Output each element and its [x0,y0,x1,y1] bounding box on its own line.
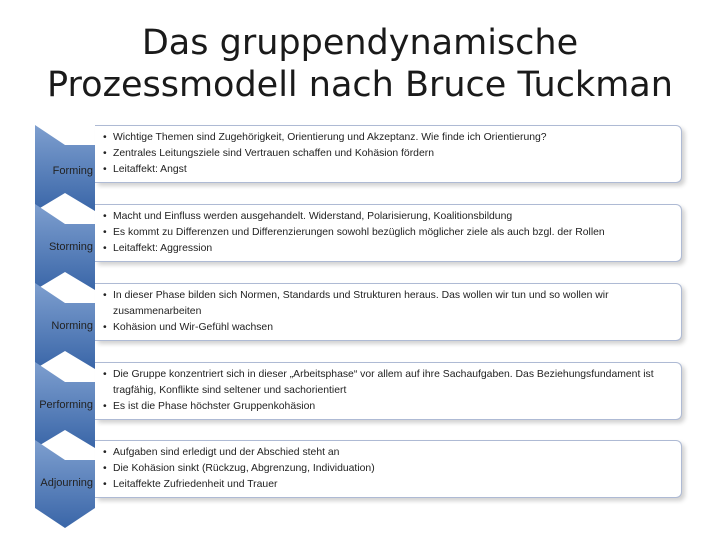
bullet-item: • In dieser Phase bilden sich Normen, Standards und Strukturen heraus. Das wollen wir tun und so wollen wir zusammenarbeiten [103,288,677,320]
bullet-item: • Macht und Einfluss werden ausgehandelt. Widerstand, Polarisierung, Koalitionsbildung [103,209,677,225]
stage-description-box [95,440,682,498]
bullet-item: • Leitaffekt: Angst [103,162,677,178]
bullet-item: • Die Gruppe konzentriert sich in dieser „Arbeitsphase“ vor allem auf ihre Sachaufgaben. Das Beziehungsfundament ist tragfähig, Konflikte sind seltener und sachorientiert [103,367,677,399]
bullet-item: • Leitaffekte Zufriedenheit und Trauer [103,477,677,493]
title-line-1: Das gruppendynamische [141,23,579,63]
stage-description-box [95,283,682,341]
bullet-item: • Es ist die Phase höchster Gruppenkohäsion [103,399,677,415]
bullet-item: • Wichtige Themen sind Zugehörigkeit, Orientierung und Akzeptanz. Wie finde ich Orientierung? [103,130,677,146]
title-line-2: Prozessmodell nach Bruce Tuckman [47,65,673,105]
stage-description-box [95,204,682,262]
stage-description-box [95,362,682,420]
bullet-item: • Es kommt zu Differenzen und Differenzierungen sowohl bezüglich möglicher ziele als auch bzgl. der Rollen [103,225,677,241]
stage-description-box [95,125,682,183]
bullet-item: • Kohäsion und Wir-Gefühl wachsen [103,320,677,336]
stage-label: Performing [39,399,93,411]
stage-label: Storming [48,241,93,253]
stage-label: Norming [51,320,93,332]
stage-label: Adjourning [40,477,93,489]
slide-title [0,22,720,106]
bullet-item: • Aufgaben sind erledigt und der Abschied steht an [103,445,677,461]
stage-label: Forming [52,165,93,177]
bullet-item: • Leitaffekt: Aggression [103,241,677,257]
bullet-item: • Zentrales Leitungsziele sind Vertrauen schaffen und Kohäsion fördern [103,146,677,162]
bullet-item: • Die Kohäsion sinkt (Rückzug, Abgrenzung, Individuation) [103,461,677,477]
